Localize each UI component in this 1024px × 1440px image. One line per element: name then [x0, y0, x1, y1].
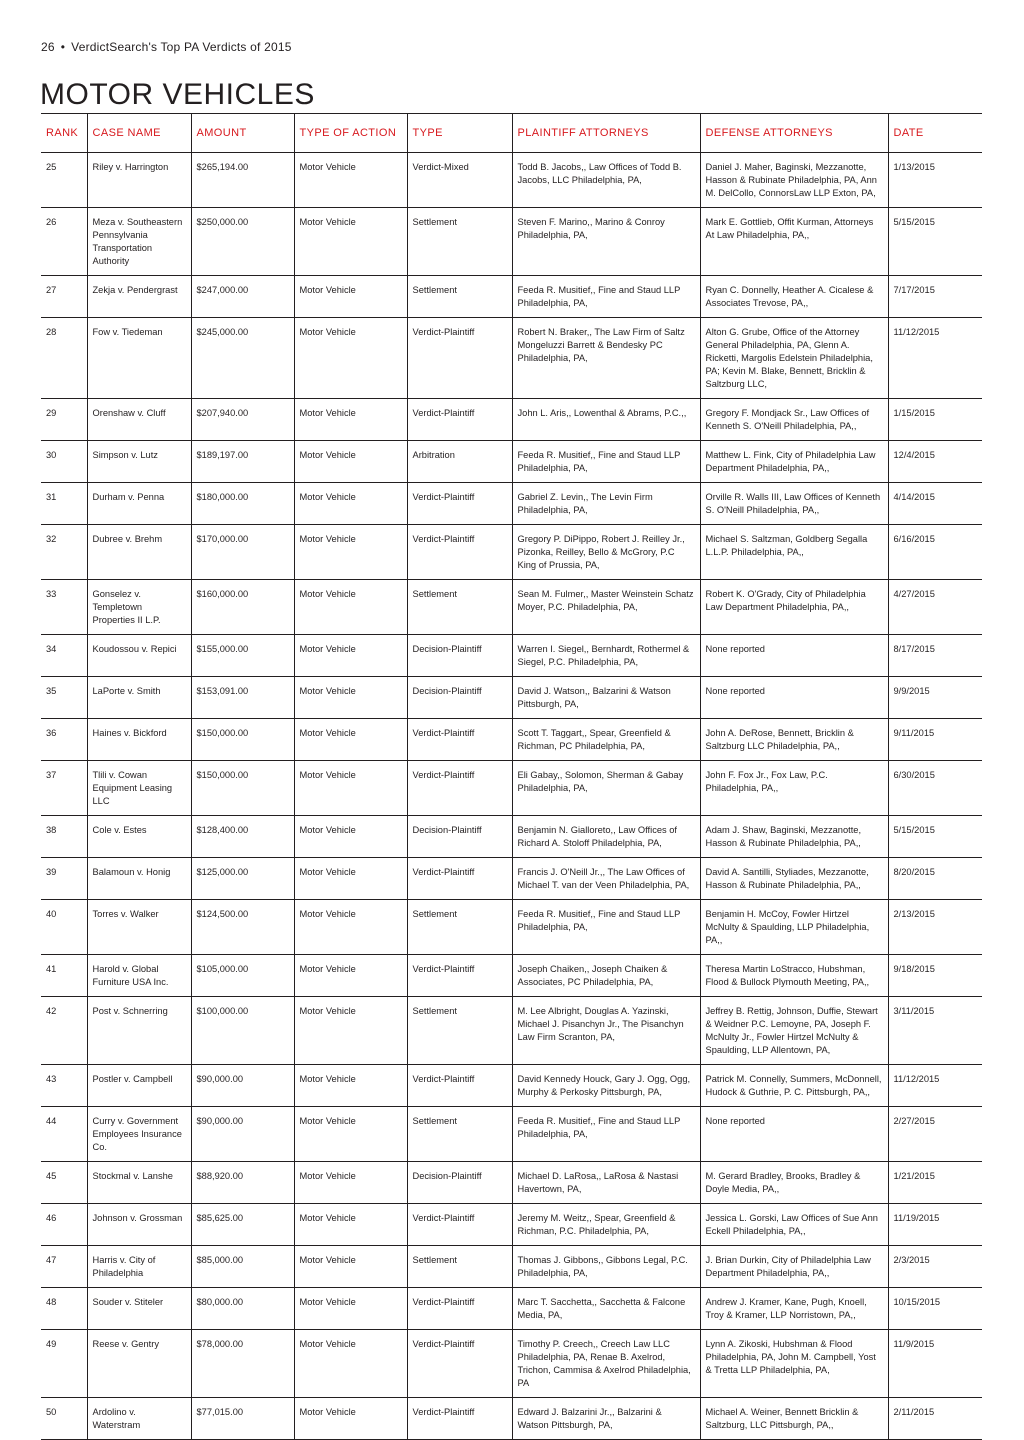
- defense-attorneys-cell: Michael S. Saltzman, Goldberg Segalla L.L.P. Philadelphia, PA,,: [700, 525, 888, 580]
- type-cell: Verdict-Plaintiff: [407, 1204, 512, 1246]
- defense-attorneys-cell: Alton G. Grube, Office of the Attorney General Philadelphia, PA, Glenn A. Ricketti, Margolis Edelstein Philadelphia, PA; Kevin M. Blake, Bennett, Bricklin & Saltzburg LLC,: [700, 318, 888, 399]
- amount-cell: $125,000.00: [191, 858, 294, 900]
- case-name-cell: Johnson v. Grossman: [87, 1204, 191, 1246]
- case-name-cell: Post v. Schnerring: [87, 997, 191, 1065]
- type-of-action-cell: Motor Vehicle: [294, 761, 407, 816]
- rank-cell: 50: [41, 1398, 87, 1440]
- amount-cell: $265,194.00: [191, 153, 294, 208]
- amount-cell: $128,400.00: [191, 816, 294, 858]
- rank-cell: 31: [41, 483, 87, 525]
- rank-cell: 37: [41, 761, 87, 816]
- case-name-cell: Gonselez v. Templetown Properties II L.P.: [87, 580, 191, 635]
- defense-attorneys-cell: Lynn A. Zikoski, Hubshman & Flood Philadelphia, PA, John M. Campbell, Yost & Tretta LLP Philadelphia, PA,: [700, 1330, 888, 1398]
- defense-attorneys-cell: J. Brian Durkin, City of Philadelphia Law Department Philadelphia, PA,,: [700, 1246, 888, 1288]
- defense-attorneys-cell: David A. Santilli, Styliades, Mezzanotte, Hasson & Rubinate Philadelphia, PA,,: [700, 858, 888, 900]
- date-cell: 9/18/2015: [888, 955, 982, 997]
- case-name-cell: Tlili v. Cowan Equipment Leasing LLC: [87, 761, 191, 816]
- rank-cell: 26: [41, 208, 87, 276]
- defense-attorneys-cell: None reported: [700, 635, 888, 677]
- rank-cell: 36: [41, 719, 87, 761]
- defense-attorneys-cell: Gregory F. Mondjack Sr., Law Offices of Kenneth S. O'Neill Philadelphia, PA,,: [700, 399, 888, 441]
- case-name-cell: Torres v. Walker: [87, 900, 191, 955]
- type-of-action-cell: Motor Vehicle: [294, 1330, 407, 1398]
- type-of-action-cell: Motor Vehicle: [294, 276, 407, 318]
- defense-attorneys-cell: None reported: [700, 1107, 888, 1162]
- table-row: [41, 1330, 982, 1398]
- column-header-date: DATE: [888, 114, 982, 153]
- table-row: [41, 858, 982, 900]
- table-row: [41, 955, 982, 997]
- date-cell: 1/13/2015: [888, 153, 982, 208]
- column-header-amount: AMOUNT: [191, 114, 294, 153]
- defense-attorneys-cell: Patrick M. Connelly, Summers, McDonnell, Hudock & Guthrie, P. C. Pittsburgh, PA,,: [700, 1065, 888, 1107]
- type-cell: Settlement: [407, 900, 512, 955]
- case-name-cell: Riley v. Harrington: [87, 153, 191, 208]
- defense-attorneys-cell: Jessica L. Gorski, Law Offices of Sue Ann Eckell Philadelphia, PA,,: [700, 1204, 888, 1246]
- rank-cell: 27: [41, 276, 87, 318]
- table-row: [41, 318, 982, 399]
- type-cell: Decision-Plaintiff: [407, 635, 512, 677]
- date-cell: 12/4/2015: [888, 441, 982, 483]
- page-number: 26: [41, 40, 55, 54]
- case-name-cell: Cole v. Estes: [87, 816, 191, 858]
- case-name-cell: Orenshaw v. Cluff: [87, 399, 191, 441]
- table-row: [41, 1204, 982, 1246]
- amount-cell: $247,000.00: [191, 276, 294, 318]
- type-of-action-cell: Motor Vehicle: [294, 580, 407, 635]
- amount-cell: $245,000.00: [191, 318, 294, 399]
- amount-cell: $77,015.00: [191, 1398, 294, 1440]
- date-cell: 1/15/2015: [888, 399, 982, 441]
- amount-cell: $207,940.00: [191, 399, 294, 441]
- rank-cell: 43: [41, 1065, 87, 1107]
- rank-cell: 30: [41, 441, 87, 483]
- type-of-action-cell: Motor Vehicle: [294, 1288, 407, 1330]
- amount-cell: $85,625.00: [191, 1204, 294, 1246]
- type-cell: Verdict-Plaintiff: [407, 318, 512, 399]
- type-of-action-cell: Motor Vehicle: [294, 525, 407, 580]
- defense-attorneys-cell: Theresa Martin LoStracco, Hubshman, Flood & Bullock Plymouth Meeting, PA,,: [700, 955, 888, 997]
- column-header-type-of-action: TYPE OF ACTION: [294, 114, 407, 153]
- date-cell: 2/27/2015: [888, 1107, 982, 1162]
- amount-cell: $124,500.00: [191, 900, 294, 955]
- defense-attorneys-cell: Adam J. Shaw, Baginski, Mezzanotte, Hasson & Rubinate Philadelphia, PA,,: [700, 816, 888, 858]
- table-row: [41, 1065, 982, 1107]
- amount-cell: $100,000.00: [191, 997, 294, 1065]
- plaintiff-attorneys-cell: Feeda R. Musitief,, Fine and Staud LLP Philadelphia, PA,: [512, 441, 700, 483]
- type-of-action-cell: Motor Vehicle: [294, 955, 407, 997]
- type-cell: Verdict-Plaintiff: [407, 955, 512, 997]
- type-of-action-cell: Motor Vehicle: [294, 635, 407, 677]
- rank-cell: 45: [41, 1162, 87, 1204]
- type-cell: Verdict-Plaintiff: [407, 525, 512, 580]
- type-cell: Verdict-Plaintiff: [407, 719, 512, 761]
- defense-attorneys-cell: Benjamin H. McCoy, Fowler Hirtzel McNulty & Spaulding, LLP Philadelphia, PA,,: [700, 900, 888, 955]
- plaintiff-attorneys-cell: Joseph Chaiken,, Joseph Chaiken & Associates, PC Philadelphia, PA,: [512, 955, 700, 997]
- type-cell: Settlement: [407, 208, 512, 276]
- case-name-cell: Meza v. Southeastern Pennsylvania Transportation Authority: [87, 208, 191, 276]
- verdicts-table: [41, 113, 982, 1440]
- table-row: [41, 816, 982, 858]
- type-of-action-cell: Motor Vehicle: [294, 1065, 407, 1107]
- type-of-action-cell: Motor Vehicle: [294, 997, 407, 1065]
- date-cell: 11/12/2015: [888, 1065, 982, 1107]
- date-cell: 3/11/2015: [888, 997, 982, 1065]
- plaintiff-attorneys-cell: Edward J. Balzarini Jr.,, Balzarini & Watson Pittsburgh, PA,: [512, 1398, 700, 1440]
- amount-cell: $155,000.00: [191, 635, 294, 677]
- type-of-action-cell: Motor Vehicle: [294, 1204, 407, 1246]
- type-cell: Settlement: [407, 1107, 512, 1162]
- rank-cell: 40: [41, 900, 87, 955]
- publication-title: VerdictSearch's Top PA Verdicts of 2015: [71, 40, 292, 54]
- plaintiff-attorneys-cell: Gabriel Z. Levin,, The Levin Firm Philadelphia, PA,: [512, 483, 700, 525]
- plaintiff-attorneys-cell: Feeda R. Musitief,, Fine and Staud LLP Philadelphia, PA,: [512, 276, 700, 318]
- rank-cell: 47: [41, 1246, 87, 1288]
- defense-attorneys-cell: Andrew J. Kramer, Kane, Pugh, Knoell, Troy & Kramer, LLP Norristown, PA,,: [700, 1288, 888, 1330]
- table-row: [41, 580, 982, 635]
- amount-cell: $105,000.00: [191, 955, 294, 997]
- table-row: [41, 900, 982, 955]
- date-cell: 9/9/2015: [888, 677, 982, 719]
- table-row: [41, 1107, 982, 1162]
- column-header-rank: RANK: [41, 114, 87, 153]
- type-cell: Settlement: [407, 580, 512, 635]
- type-cell: Verdict-Plaintiff: [407, 1330, 512, 1398]
- table-row: [41, 153, 982, 208]
- plaintiff-attorneys-cell: Benjamin N. Gialloreto,, Law Offices of Richard A. Stoloff Philadelphia, PA,: [512, 816, 700, 858]
- table-body: [41, 153, 982, 1440]
- amount-cell: $90,000.00: [191, 1107, 294, 1162]
- defense-attorneys-cell: Mark E. Gottlieb, Offit Kurman, Attorneys At Law Philadelphia, PA,,: [700, 208, 888, 276]
- case-name-cell: Haines v. Bickford: [87, 719, 191, 761]
- type-of-action-cell: Motor Vehicle: [294, 441, 407, 483]
- table-row: [41, 483, 982, 525]
- defense-attorneys-cell: John A. DeRose, Bennett, Bricklin & Saltzburg LLC Philadelphia, PA,,: [700, 719, 888, 761]
- type-cell: Settlement: [407, 997, 512, 1065]
- type-cell: Verdict-Plaintiff: [407, 399, 512, 441]
- amount-cell: $180,000.00: [191, 483, 294, 525]
- date-cell: 5/15/2015: [888, 816, 982, 858]
- date-cell: 8/20/2015: [888, 858, 982, 900]
- date-cell: 7/17/2015: [888, 276, 982, 318]
- case-name-cell: Zekja v. Pendergrast: [87, 276, 191, 318]
- page-header: [41, 40, 292, 54]
- amount-cell: $90,000.00: [191, 1065, 294, 1107]
- type-of-action-cell: Motor Vehicle: [294, 208, 407, 276]
- type-of-action-cell: Motor Vehicle: [294, 1246, 407, 1288]
- section-title: MOTOR VEHICLES: [40, 78, 315, 111]
- plaintiff-attorneys-cell: John L. Aris,, Lowenthal & Abrams, P.C.,,: [512, 399, 700, 441]
- rank-cell: 44: [41, 1107, 87, 1162]
- rank-cell: 25: [41, 153, 87, 208]
- rank-cell: 35: [41, 677, 87, 719]
- amount-cell: $170,000.00: [191, 525, 294, 580]
- type-of-action-cell: Motor Vehicle: [294, 153, 407, 208]
- case-name-cell: Ardolino v. Waterstram: [87, 1398, 191, 1440]
- plaintiff-attorneys-cell: Steven F. Marino,, Marino & Conroy Philadelphia, PA,: [512, 208, 700, 276]
- column-header-type: TYPE: [407, 114, 512, 153]
- case-name-cell: Dubree v. Brehm: [87, 525, 191, 580]
- rank-cell: 41: [41, 955, 87, 997]
- type-cell: Settlement: [407, 1246, 512, 1288]
- table-row: [41, 208, 982, 276]
- table-row: [41, 1288, 982, 1330]
- plaintiff-attorneys-cell: Gregory P. DiPippo, Robert J. Reilley Jr., Pizonka, Reilley, Bello & McGrory, P.C King of Prussia, PA,: [512, 525, 700, 580]
- defense-attorneys-cell: Ryan C. Donnelly, Heather A. Cicalese & Associates Trevose, PA,,: [700, 276, 888, 318]
- type-of-action-cell: Motor Vehicle: [294, 483, 407, 525]
- plaintiff-attorneys-cell: Michael D. LaRosa,, LaRosa & Nastasi Havertown, PA,: [512, 1162, 700, 1204]
- defense-attorneys-cell: John F. Fox Jr., Fox Law, P.C. Philadelphia, PA,,: [700, 761, 888, 816]
- plaintiff-attorneys-cell: M. Lee Albright, Douglas A. Yazinski, Michael J. Pisanchyn Jr., The Pisanchyn Law Firm Scranton, PA,: [512, 997, 700, 1065]
- rank-cell: 48: [41, 1288, 87, 1330]
- table-row: [41, 1398, 982, 1440]
- table-row: [41, 635, 982, 677]
- defense-attorneys-cell: Matthew L. Fink, City of Philadelphia Law Department Philadelphia, PA,,: [700, 441, 888, 483]
- type-cell: Verdict-Plaintiff: [407, 858, 512, 900]
- date-cell: 11/9/2015: [888, 1330, 982, 1398]
- defense-attorneys-cell: M. Gerard Bradley, Brooks, Bradley & Doyle Media, PA,,: [700, 1162, 888, 1204]
- type-of-action-cell: Motor Vehicle: [294, 900, 407, 955]
- date-cell: 2/3/2015: [888, 1246, 982, 1288]
- date-cell: 11/19/2015: [888, 1204, 982, 1246]
- date-cell: 2/11/2015: [888, 1398, 982, 1440]
- date-cell: 2/13/2015: [888, 900, 982, 955]
- plaintiff-attorneys-cell: Feeda R. Musitief,, Fine and Staud LLP Philadelphia, PA,: [512, 1107, 700, 1162]
- date-cell: 9/11/2015: [888, 719, 982, 761]
- date-cell: 6/16/2015: [888, 525, 982, 580]
- plaintiff-attorneys-cell: Timothy P. Creech,, Creech Law LLC Philadelphia, PA, Renae B. Axelrod, Trichon, Cammisa & Axelrod Philadelphia, PA: [512, 1330, 700, 1398]
- rank-cell: 49: [41, 1330, 87, 1398]
- type-cell: Arbitration: [407, 441, 512, 483]
- type-of-action-cell: Motor Vehicle: [294, 1162, 407, 1204]
- case-name-cell: Harold v. Global Furniture USA Inc.: [87, 955, 191, 997]
- table-row: [41, 441, 982, 483]
- date-cell: 10/15/2015: [888, 1288, 982, 1330]
- case-name-cell: Stockmal v. Lanshe: [87, 1162, 191, 1204]
- type-of-action-cell: Motor Vehicle: [294, 719, 407, 761]
- defense-attorneys-cell: Daniel J. Maher, Baginski, Mezzanotte, Hasson & Rubinate Philadelphia, PA, Ann M. DelCollo, ConnorsLaw LLP Exton, PA,: [700, 153, 888, 208]
- date-cell: 4/14/2015: [888, 483, 982, 525]
- type-of-action-cell: Motor Vehicle: [294, 816, 407, 858]
- rank-cell: 29: [41, 399, 87, 441]
- plaintiff-attorneys-cell: Francis J. O'Neill Jr.,, The Law Offices of Michael T. van der Veen Philadelphia, PA,: [512, 858, 700, 900]
- type-cell: Verdict-Plaintiff: [407, 761, 512, 816]
- case-name-cell: Fow v. Tiedeman: [87, 318, 191, 399]
- type-cell: Decision-Plaintiff: [407, 816, 512, 858]
- table-header: [41, 114, 982, 153]
- type-of-action-cell: Motor Vehicle: [294, 318, 407, 399]
- defense-attorneys-cell: None reported: [700, 677, 888, 719]
- plaintiff-attorneys-cell: David Kennedy Houck, Gary J. Ogg, Ogg, Murphy & Perkosky Pittsburgh, PA,: [512, 1065, 700, 1107]
- amount-cell: $160,000.00: [191, 580, 294, 635]
- table-row: [41, 399, 982, 441]
- date-cell: 8/17/2015: [888, 635, 982, 677]
- type-of-action-cell: Motor Vehicle: [294, 399, 407, 441]
- plaintiff-attorneys-cell: Sean M. Fulmer,, Master Weinstein Schatz Moyer, P.C. Philadelphia, PA,: [512, 580, 700, 635]
- amount-cell: $250,000.00: [191, 208, 294, 276]
- date-cell: 1/21/2015: [888, 1162, 982, 1204]
- type-cell: Verdict-Mixed: [407, 153, 512, 208]
- amount-cell: $150,000.00: [191, 761, 294, 816]
- defense-attorneys-cell: Jeffrey B. Rettig, Johnson, Duffie, Stewart & Weidner P.C. Lemoyne, PA, Joseph F. McNulty Jr., Fowler Hirtzel McNulty & Spaulding, LLP Allentown, PA,: [700, 997, 888, 1065]
- type-cell: Verdict-Plaintiff: [407, 1065, 512, 1107]
- amount-cell: $88,920.00: [191, 1162, 294, 1204]
- rank-cell: 32: [41, 525, 87, 580]
- rank-cell: 39: [41, 858, 87, 900]
- case-name-cell: Postler v. Campbell: [87, 1065, 191, 1107]
- case-name-cell: Koudossou v. Repici: [87, 635, 191, 677]
- table-row: [41, 677, 982, 719]
- header-separator: •: [60, 40, 66, 54]
- rank-cell: 46: [41, 1204, 87, 1246]
- type-cell: Decision-Plaintiff: [407, 1162, 512, 1204]
- table-row: [41, 1246, 982, 1288]
- amount-cell: $153,091.00: [191, 677, 294, 719]
- table-row: [41, 761, 982, 816]
- column-header-defense-attorneys: DEFENSE ATTORNEYS: [700, 114, 888, 153]
- plaintiff-attorneys-cell: Todd B. Jacobs,, Law Offices of Todd B. Jacobs, LLC Philadelphia, PA,: [512, 153, 700, 208]
- amount-cell: $150,000.00: [191, 719, 294, 761]
- plaintiff-attorneys-cell: Warren I. Siegel,, Bernhardt, Rothermel & Siegel, P.C. Philadelphia, PA,: [512, 635, 700, 677]
- amount-cell: $78,000.00: [191, 1330, 294, 1398]
- plaintiff-attorneys-cell: Feeda R. Musitief,, Fine and Staud LLP Philadelphia, PA,: [512, 900, 700, 955]
- case-name-cell: Balamoun v. Honig: [87, 858, 191, 900]
- case-name-cell: Souder v. Stiteler: [87, 1288, 191, 1330]
- plaintiff-attorneys-cell: Eli Gabay,, Solomon, Sherman & Gabay Philadelphia, PA,: [512, 761, 700, 816]
- date-cell: 6/30/2015: [888, 761, 982, 816]
- case-name-cell: Simpson v. Lutz: [87, 441, 191, 483]
- case-name-cell: Harris v. City of Philadelphia: [87, 1246, 191, 1288]
- type-of-action-cell: Motor Vehicle: [294, 1398, 407, 1440]
- table-row: [41, 1162, 982, 1204]
- amount-cell: $85,000.00: [191, 1246, 294, 1288]
- column-header-plaintiff-attorneys: PLAINTIFF ATTORNEYS: [512, 114, 700, 153]
- table-row: [41, 276, 982, 318]
- case-name-cell: LaPorte v. Smith: [87, 677, 191, 719]
- defense-attorneys-cell: Orville R. Walls III, Law Offices of Kenneth S. O'Neill Philadelphia, PA,,: [700, 483, 888, 525]
- plaintiff-attorneys-cell: David J. Watson,, Balzarini & Watson Pittsburgh, PA,: [512, 677, 700, 719]
- plaintiff-attorneys-cell: Thomas J. Gibbons,, Gibbons Legal, P.C. Philadelphia, PA,: [512, 1246, 700, 1288]
- table-row: [41, 525, 982, 580]
- rank-cell: 28: [41, 318, 87, 399]
- date-cell: 5/15/2015: [888, 208, 982, 276]
- case-name-cell: Durham v. Penna: [87, 483, 191, 525]
- date-cell: 11/12/2015: [888, 318, 982, 399]
- plaintiff-attorneys-cell: Scott T. Taggart,, Spear, Greenfield & Richman, PC Philadelphia, PA,: [512, 719, 700, 761]
- type-cell: Decision-Plaintiff: [407, 677, 512, 719]
- type-cell: Verdict-Plaintiff: [407, 1288, 512, 1330]
- table-row: [41, 997, 982, 1065]
- rank-cell: 42: [41, 997, 87, 1065]
- case-name-cell: Reese v. Gentry: [87, 1330, 191, 1398]
- defense-attorneys-cell: Michael A. Weiner, Bennett Bricklin & Saltzburg, LLC Pittsburgh, PA,,: [700, 1398, 888, 1440]
- table-row: [41, 719, 982, 761]
- date-cell: 4/27/2015: [888, 580, 982, 635]
- rank-cell: 33: [41, 580, 87, 635]
- column-header-case-name: CASE NAME: [87, 114, 191, 153]
- type-of-action-cell: Motor Vehicle: [294, 1107, 407, 1162]
- case-name-cell: Curry v. Government Employees Insurance Co.: [87, 1107, 191, 1162]
- defense-attorneys-cell: Robert K. O'Grady, City of Philadelphia Law Department Philadelphia, PA,,: [700, 580, 888, 635]
- amount-cell: $80,000.00: [191, 1288, 294, 1330]
- plaintiff-attorneys-cell: Robert N. Braker,, The Law Firm of Saltz Mongeluzzi Barrett & Bendesky PC Philadelphia, PA,: [512, 318, 700, 399]
- rank-cell: 34: [41, 635, 87, 677]
- rank-cell: 38: [41, 816, 87, 858]
- plaintiff-attorneys-cell: Jeremy M. Weitz,, Spear, Greenfield & Richman, P.C. Philadelphia, PA,: [512, 1204, 700, 1246]
- type-of-action-cell: Motor Vehicle: [294, 677, 407, 719]
- amount-cell: $189,197.00: [191, 441, 294, 483]
- type-cell: Verdict-Plaintiff: [407, 483, 512, 525]
- type-of-action-cell: Motor Vehicle: [294, 858, 407, 900]
- type-cell: Verdict-Plaintiff: [407, 1398, 512, 1440]
- type-cell: Settlement: [407, 276, 512, 318]
- plaintiff-attorneys-cell: Marc T. Sacchetta,, Sacchetta & Falcone Media, PA,: [512, 1288, 700, 1330]
